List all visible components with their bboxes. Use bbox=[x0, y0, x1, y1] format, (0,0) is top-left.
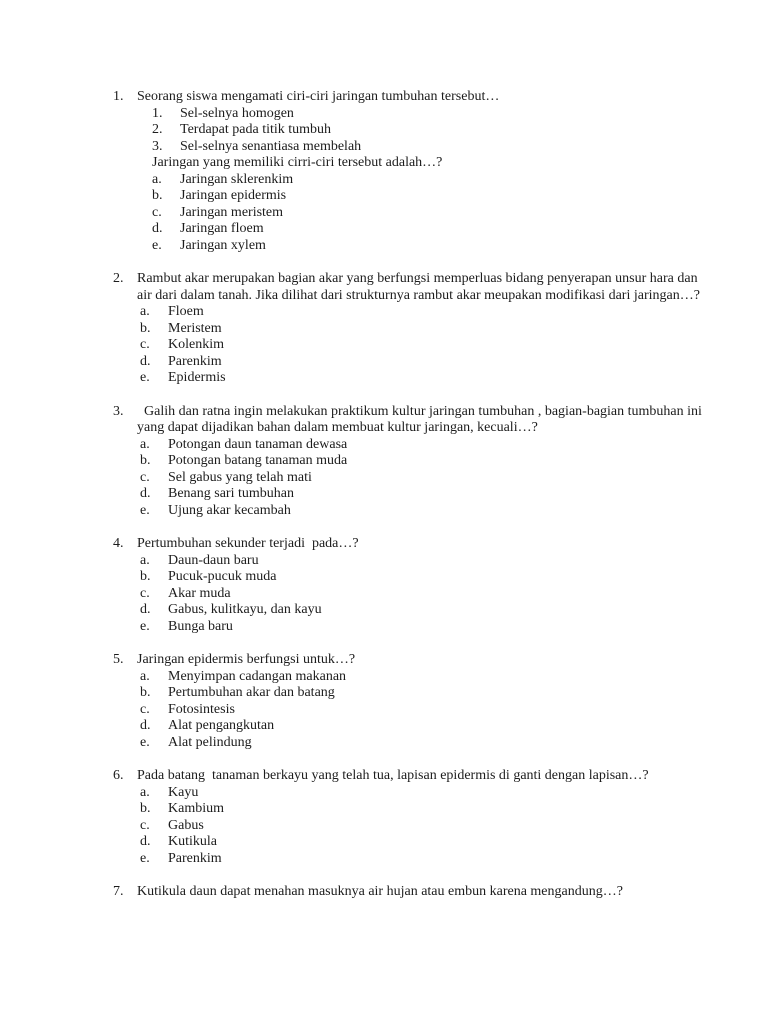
answer-option bbox=[140, 586, 709, 603]
answer-option bbox=[140, 553, 709, 570]
answer-option bbox=[140, 685, 709, 702]
question-stem: Seorang siswa mengamati ciri-ciri jaringan tumbuhan tersebut… bbox=[137, 89, 500, 104]
sub-item-text: Terdapat pada titik tumbuh bbox=[180, 122, 332, 137]
question-number: 3. bbox=[113, 403, 124, 419]
question-7 bbox=[113, 884, 720, 901]
answer-option bbox=[140, 619, 709, 636]
option-text: Jaringan sklerenkim bbox=[180, 171, 294, 187]
answer-option bbox=[140, 801, 709, 818]
option-text: Kayu bbox=[168, 784, 199, 800]
answer-option bbox=[140, 337, 709, 354]
answer-option bbox=[140, 437, 709, 454]
question-6 bbox=[113, 768, 720, 867]
option-letter: a. bbox=[140, 552, 150, 568]
option-text: Meristem bbox=[168, 320, 222, 336]
question-number: 5. bbox=[113, 652, 124, 667]
option-letter: b. bbox=[140, 801, 151, 816]
option-text: Benang sari tumbuhan bbox=[168, 486, 294, 501]
option-letter: c. bbox=[140, 817, 150, 833]
sub-item bbox=[152, 122, 709, 139]
option-text: Pertumbuhan akar dan batang bbox=[168, 685, 335, 700]
option-letter: d. bbox=[140, 718, 151, 733]
sub-item-text: Sel-selnya homogen bbox=[180, 105, 294, 121]
answer-option bbox=[140, 702, 709, 719]
option-text: Ujung akar kecambah bbox=[168, 502, 291, 518]
answer-option bbox=[140, 304, 709, 321]
answer-option bbox=[140, 486, 709, 503]
option-letter: e. bbox=[152, 237, 162, 253]
question-number: 7. bbox=[113, 884, 124, 899]
option-text: Kambium bbox=[168, 801, 224, 816]
answer-option bbox=[140, 370, 709, 387]
option-text: Alat pengangkutan bbox=[168, 718, 275, 733]
option-text: Jaringan floem bbox=[180, 221, 264, 236]
option-text: Potongan batang tanaman muda bbox=[168, 453, 348, 468]
answer-option bbox=[140, 735, 709, 752]
question-stem: Jaringan epidermis berfungsi untuk…? bbox=[137, 652, 356, 667]
option-letter: b. bbox=[140, 320, 151, 336]
option-letter: e. bbox=[140, 370, 150, 385]
option-letter: b. bbox=[140, 685, 151, 700]
question-stem: Kutikula daun dapat menahan masuknya air hujan atau embun karena mengandung…? bbox=[137, 884, 623, 899]
answer-option bbox=[140, 569, 709, 586]
answer-option bbox=[152, 221, 709, 238]
option-letter: d. bbox=[140, 486, 151, 501]
option-letter: c. bbox=[140, 337, 150, 352]
option-letter: d. bbox=[152, 221, 163, 236]
option-text: Jaringan xylem bbox=[180, 237, 266, 253]
answer-option bbox=[140, 470, 709, 487]
answer-option bbox=[140, 453, 709, 470]
answer-option bbox=[140, 602, 709, 619]
sub-item-text: Sel-selnya senantiasa membelah bbox=[180, 138, 362, 154]
option-letter: e. bbox=[140, 850, 150, 866]
question-stem: Pada batang tanaman berkayu yang telah tua, lapisan epidermis di ganti dengan lapisan…? bbox=[137, 768, 649, 783]
question-2 bbox=[113, 271, 720, 387]
question-number: 4. bbox=[113, 536, 124, 551]
option-letter: a. bbox=[140, 436, 150, 452]
option-text: Kutikula bbox=[168, 834, 217, 849]
answer-option bbox=[140, 785, 709, 802]
option-text: Menyimpan cadangan makanan bbox=[168, 668, 347, 684]
option-text: Epidermis bbox=[168, 370, 226, 385]
option-text: Potongan daun tanaman dewasa bbox=[168, 436, 348, 452]
option-letter: b. bbox=[140, 569, 151, 584]
option-letter: a. bbox=[140, 668, 150, 684]
option-letter: d. bbox=[140, 602, 151, 617]
answer-option bbox=[152, 188, 709, 205]
sub-item bbox=[152, 139, 709, 156]
question-stem: Pertumbuhan sekunder terjadi pada…? bbox=[137, 536, 359, 551]
sub-item-number: 3. bbox=[152, 138, 163, 154]
option-text: Jaringan meristem bbox=[180, 204, 284, 220]
answer-option bbox=[140, 834, 709, 851]
option-text: Gabus, kulitkayu, dan kayu bbox=[168, 602, 322, 617]
option-text: Gabus bbox=[168, 817, 204, 833]
option-text: Pucuk-pucuk muda bbox=[168, 569, 277, 584]
question-number: 6. bbox=[113, 768, 124, 783]
option-letter: c. bbox=[140, 701, 150, 717]
option-text: Parenkim bbox=[168, 850, 222, 866]
option-letter: a. bbox=[152, 171, 162, 187]
question-4 bbox=[113, 536, 720, 635]
sub-item-number: 1. bbox=[152, 105, 163, 121]
answer-option bbox=[140, 354, 709, 371]
answer-option bbox=[140, 818, 709, 835]
option-text: Bunga baru bbox=[168, 618, 233, 634]
option-text: Sel gabus yang telah mati bbox=[168, 469, 312, 485]
option-letter: e. bbox=[140, 734, 150, 750]
answer-option bbox=[152, 238, 709, 255]
option-letter: e. bbox=[140, 618, 150, 634]
question-stem: Galih dan ratna ingin melakukan praktikum kultur jaringan tumbuhan , bagian-bagian tumbuhan ini yang dapat dijadikan bahan dalam membuat kultur jaringan, kecuali…? bbox=[137, 403, 706, 435]
question-5 bbox=[113, 652, 720, 751]
answer-option bbox=[140, 851, 709, 868]
answer-option bbox=[152, 172, 709, 189]
option-letter: c. bbox=[140, 469, 150, 485]
option-letter: a. bbox=[140, 304, 150, 319]
option-letter: d. bbox=[140, 353, 151, 369]
answer-option bbox=[152, 205, 709, 222]
answer-option bbox=[140, 669, 709, 686]
option-letter: c. bbox=[152, 204, 162, 220]
option-letter: c. bbox=[140, 585, 150, 601]
option-text: Fotosintesis bbox=[168, 701, 235, 717]
option-letter: b. bbox=[152, 188, 163, 203]
option-text: Alat pelindung bbox=[168, 734, 252, 750]
option-text: Jaringan epidermis bbox=[180, 188, 287, 203]
option-text: Floem bbox=[168, 304, 204, 319]
answer-option bbox=[140, 503, 709, 520]
option-text: Daun-daun baru bbox=[168, 552, 259, 568]
question-follow-up: Jaringan yang memiliki cirri-ciri tersebut adalah…? bbox=[152, 155, 443, 170]
sub-item bbox=[152, 106, 709, 123]
question-3 bbox=[113, 404, 720, 520]
answer-option bbox=[140, 321, 709, 338]
question-number: 2. bbox=[113, 271, 124, 286]
option-letter: e. bbox=[140, 502, 150, 518]
option-text: Parenkim bbox=[168, 353, 222, 369]
question-stem: Rambut akar merupakan bagian akar yang berfungsi memperluas bidang penyerapan unsur hara dan air dari dalam tanah. Jika dilihat dari strukturnya rambut akar meupakan modifikasi dari jaringan…? bbox=[137, 271, 702, 303]
question-number: 1. bbox=[113, 89, 124, 104]
option-text: Kolenkim bbox=[168, 337, 224, 352]
question-1 bbox=[113, 89, 720, 254]
sub-item-number: 2. bbox=[152, 122, 163, 137]
option-letter: b. bbox=[140, 453, 151, 468]
option-letter: a. bbox=[140, 784, 150, 800]
option-text: Akar muda bbox=[168, 585, 231, 601]
answer-option bbox=[140, 718, 709, 735]
option-letter: d. bbox=[140, 834, 151, 849]
